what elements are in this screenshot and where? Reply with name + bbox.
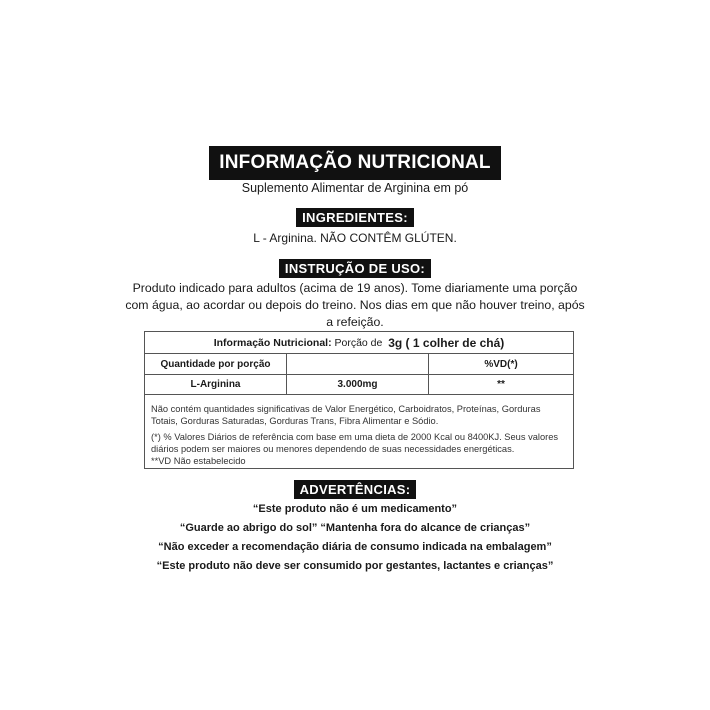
table-footnote-line-3: **VD Não estabelecido [151,456,246,466]
warning-line-3: “Não exceder a recomendação diária de consumo indicada na embalagem” [158,541,552,553]
nutrition-table [144,331,574,469]
table-header-label: Informação Nutricional: [213,336,332,349]
table-header-portion-value: 3g ( 1 colher de chá) [388,335,505,350]
table-header-portion-prefix: Porção de [334,336,383,349]
ingredients-text: L - Arginina. NÃO CONTÊM GLÚTEN. [253,231,457,245]
table-row [145,375,573,395]
subtitle: Suplemento Alimentar de Arginina em pó [241,181,469,195]
row-nutrient: L-Arginina [145,375,287,394]
usage-line-2: com água, ao acordar ou depois do treino. Nos dias em que não houver treino, após [125,298,585,312]
table-header-row [145,332,573,354]
usage-line-3: a refeição. [326,315,384,329]
table-footnote-line-2: diários podem ser maiores ou menores dependendo de suas necessidades energéticas. [151,444,515,454]
column-header-vd: %VD(*) [484,358,518,370]
row-vd: ** [497,379,505,390]
usage-line-1: Produto indicado para adultos (acima de 19 anos). Tome diariamente uma porção [132,281,578,295]
table-note-line-2: Totais, Gorduras Saturadas, Gorduras Trans, Fibra Alimentar e Sódio. [151,416,439,426]
warning-line-2: “Guarde ao abrigo do sol” “Mantenha fora do alcance de crianças” [179,522,531,534]
table-header [145,332,573,353]
usage-heading: INSTRUÇÃO DE USO: [279,259,431,278]
warnings-heading: ADVERTÊNCIAS: [294,480,417,499]
row-amount: 3.000mg [287,375,429,394]
ingredients-heading: INGREDIENTES: [296,208,414,227]
column-header-amount [287,354,429,374]
ingredients-heading-wrapper [0,208,710,227]
title-wrapper [0,146,710,180]
table-notes [151,403,561,427]
warnings-heading-wrapper [0,480,710,499]
table-note-line-1: Não contém quantidades significativas de Valor Energético, Carboidratos, Proteínas, Gorduras [151,404,541,414]
warning-line-4: “Este produto não deve ser consumido por gestantes, lactantes e crianças” [156,560,554,572]
warning-line-1: “Este produto não é um medicamento” [252,503,458,515]
column-header-quantity: Quantidade por porção [145,354,287,374]
usage-heading-wrapper [0,259,710,278]
table-footnotes [151,431,561,467]
table-columns-row [145,354,573,375]
table-footnote-line-1: (*) % Valores Diários de referência com base em uma dieta de 2000 Kcal ou 8400KJ. Seus valores [151,432,559,442]
page-title: INFORMAÇÃO NUTRICIONAL [209,146,500,180]
